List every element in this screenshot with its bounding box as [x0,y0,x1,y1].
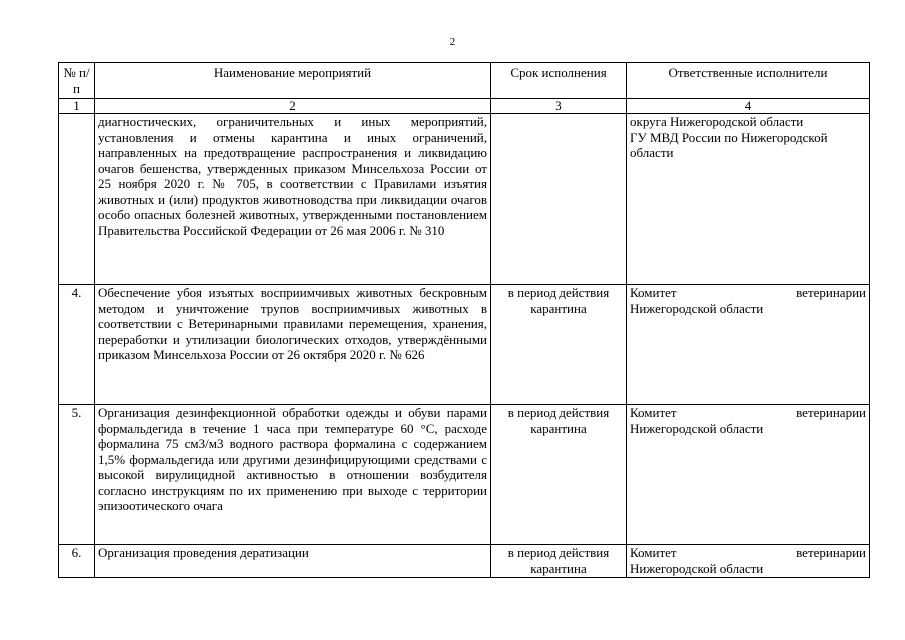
executors-line-2: Нижегородской области [630,420,764,436]
executors-word: ветеринарии [796,545,866,560]
row-number: 5. [59,405,95,545]
header-num: № п/п [59,63,95,99]
measure-name: Обеспечение убоя изъятых восприимчивых животных бескровным методом и уничтожение трупов восприимчивых животных в соответствии с Ветеринарными правилами перемещения, хранения, переработки и утилизации биологических отходов, утверждёнными приказом Минсельхоза России от 26 октября 2020 г. № 626 [95,285,491,405]
row-number [59,114,95,285]
executors-word: ветеринарии [796,285,866,300]
table-row [59,285,870,405]
measure-term: в период действия карантина [491,405,627,545]
executors-line-1 [630,285,866,301]
executors-word: Комитет [630,285,677,300]
measure-term [491,114,627,285]
measure-executors [627,545,870,578]
executors-line-1 [630,405,866,421]
executors-word: Комитет [630,405,677,420]
header-name: Наименование мероприятий [95,63,491,99]
executors-word: ветеринарии [796,405,866,420]
table-row [59,114,870,285]
column-number: 4 [627,99,870,114]
measure-term: в период действия карантина [491,285,627,405]
header-term: Срок исполнения [491,63,627,99]
measure-name: Организация проведения дератизации [95,545,491,578]
executors-line-2: Нижегородской области [630,560,764,576]
column-number: 2 [95,99,491,114]
measure-name: диагностических, ограничительных и иных мероприятий, установления и отмены карантина и иных ограничений, направленных на предотвращение распространения и ликвидацию очагов бешенства, утвержденных приказом Минсельхоза России от 25 ноября 2020 г. № 705, в соответствии с Правилами изъятия животных и (или) продуктов животноводства при ликвидации очагов особо опасных болезней животных, утвержденными постановлением Правительства Российской Федерации от 26 мая 2006 г. № 310 [95,114,491,285]
page-number: 2 [449,36,456,48]
table-header-row [59,63,870,99]
row-number: 4. [59,285,95,405]
table-row [59,405,870,545]
measure-executors: округа Нижегородской области ГУ МВД России по Нижегородской области [627,114,870,285]
header-executors: Ответственные исполнители [627,63,870,99]
column-number: 1 [59,99,95,114]
measure-executors [627,285,870,405]
column-number: 3 [491,99,627,114]
executors-line-2: Нижегородской области [630,300,764,316]
measure-term: в период действия карантина [491,545,627,578]
executors-line-1 [630,545,866,561]
executors-word: Комитет [630,545,677,560]
measure-executors [627,405,870,545]
table-row [59,545,870,578]
column-numbers-row [59,99,870,114]
measure-name: Организация дезинфекционной обработки одежды и обуви парами формальдегида в течение 1 часа при температуре 60 °С, расходе формалина 75 см3/м3 водного раствора формалина с содержанием 1,5% формальдегида или другими дезинфицирующими средствами с высокой вирулицидной активностью в отношении возбудителя согласно инструкциям по их применению при выходе с территории эпизоотического очага [95,405,491,545]
row-number: 6. [59,545,95,578]
measures-table [58,62,870,578]
